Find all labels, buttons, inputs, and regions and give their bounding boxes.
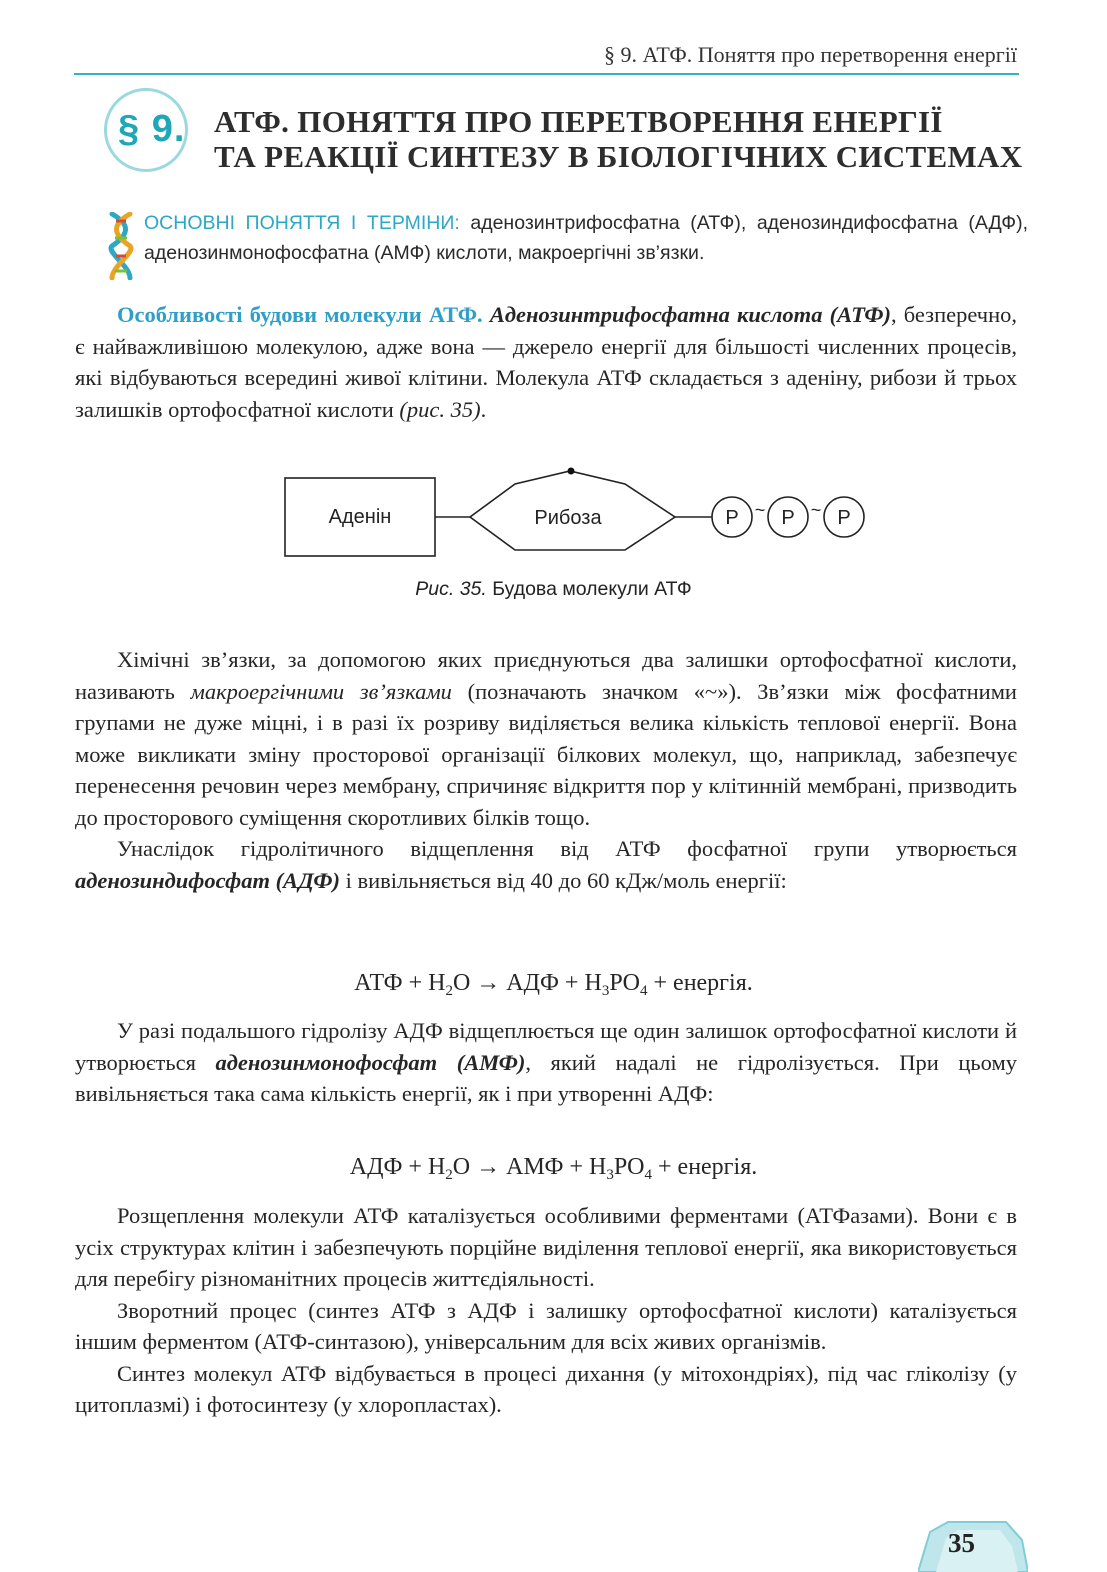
figure-caption [0,578,1107,601]
intro-term: Аденозинтрифосфатна кислота (АТФ) [489,302,891,327]
section-title-line-2: ТА РЕАКЦІЇ СИНТЕЗУ В БІОЛОГІЧНИХ СИСТЕМАХ [214,139,1023,174]
eq1-part-c: PO [609,970,640,996]
bonds-text-a: Хімічні зв’язки, за допомогою яких приєднуються два залишки ортофосфатної кислоти, називають [75,647,1017,704]
running-head: § 9. АТФ. Поняття про перетворення енергії [603,42,1017,67]
header-rule [74,73,1019,75]
intro-figure-ref: (рис. 35) [399,396,481,422]
bonds-paragraph [75,644,1017,896]
dna-icon [108,212,134,280]
section-number: § 9. [118,108,186,150]
amp-text-b: , який надалі не гідролізується. При цьому вивільняється така сама кількість енергії, як і при утворенні АДФ: [75,1049,1017,1106]
eq2-sub-3: 4 [644,1167,652,1183]
section-title [214,104,1022,174]
amp-paragraph [75,1015,1017,1110]
amp-text-a: У разі подальшого гідролізу АДФ відщеплюється ще один залишок ортофосфатної кислоти й утворюється [75,1018,1017,1075]
page-number: 35 [948,1528,975,1558]
figure-caption-text: Будова молекули АТФ [486,578,692,600]
bonds-text-b: (позначають значком «~»). Зв’язки між фосфатними групами не дуже міцні, і в разі їх розриву виділяється велика кількість теплової енергії. Вона може викликати зміну просторової організації білкових молекул, що, наприклад, забезпечує перенесення речовин через мембрану, спричиняє відкриття пор у клітинній мембрані, призводить до просторового суміщення скоротливих білків тощо. [75,678,1017,830]
key-terms-box [108,208,1028,268]
phosphate-2-label: P [781,507,795,529]
eq2-part-c: PO [613,1154,645,1180]
eq2-part-a: АДФ + H [349,1154,446,1180]
equation-atp-hydrolysis [0,970,1107,1000]
eq1-part-a: АТФ + H [354,970,446,996]
eq2-sub-2: 3 [606,1167,614,1183]
eq1-sub-2: 3 [601,983,610,999]
eq2-part-b: O → АМФ + H [452,1154,607,1180]
figure-caption-number: Рис. 35. [415,578,487,600]
intro-end: . [480,396,487,422]
adp-term: аденозиндифосфат (АДФ) [75,867,340,893]
eq2-part-d: + енергія. [652,1154,758,1180]
reverse-process-paragraph: Зворотний процес (синтез АТФ з АДФ і залишку ортофосфатної кислоти) каталізується іншим ферментом (АТФ-синтазою), універсальним для всіх живих організмів. [75,1297,1017,1354]
phosphate-3-label: P [837,507,851,529]
intro-lead: Особливості будови молекули АТФ. [117,302,483,327]
closing-paragraphs [75,1200,1017,1421]
eq2-sub-1: 2 [445,1167,453,1183]
section-badge [104,88,194,174]
intro-paragraph [75,299,1017,425]
synthesis-paragraph: Синтез молекул АТФ відбувається в процесі дихання (у мітохондріях), під час гліколізу (у цитоплазмі) і фотосинтезу (у хлоропластах). [75,1360,1017,1417]
eq1-part-d: + енергія. [647,970,753,996]
amp-term: аденозинмонофосфат (АМФ) [215,1049,526,1075]
adp-text-a: Унаслідок гідролітичного відщеплення від АТФ фосфатної групи утворюється [117,836,1017,861]
key-terms-label: ОСНОВНІ ПОНЯТТЯ І ТЕРМІНИ: [144,212,460,234]
equation-adp-hydrolysis [0,1154,1107,1184]
phosphate-1-label: P [725,507,739,529]
eq1-sub-1: 2 [445,983,453,999]
eq1-sub-3: 4 [640,983,648,999]
intro-text: , безперечно, є найважливішою молекулою, адже вона — джерело енергії для більшості численних процесів, які відбуваються всередині живої клітини. Молекула АТФ складається з аденіну, рибози й трьох залишків ортофосфатної кислоти [75,302,1018,422]
atpase-paragraph: Розщеплення молекули АТФ каталізується особливими ферментами (АТФазами). Вони є в усіх структурах клітин і забезпечують порційне виділення теплової енергії, яка використовується для перебігу різноманітних процесів життєдіяльності. [75,1203,1017,1291]
section-title-line-1: АТФ. ПОНЯТТЯ ПРО ПЕРЕТВОРЕННЯ ЕНЕРГІЇ [214,104,943,139]
key-terms-text [144,208,1028,268]
macroergic-bond-2: ~ [810,500,822,520]
ribose-label: Рибоза [534,507,602,529]
bonds-term: макроергічними зв’язками [190,678,452,704]
macroergic-bond-1: ~ [754,500,766,520]
eq1-part-b: O → АДФ + H [452,970,602,996]
ribose-oxygen-dot [568,468,575,475]
adp-text-b: і вивільняється від 40 до 60 кДж/моль енергії: [339,867,787,893]
adenine-label: Аденін [328,506,392,528]
key-terms-list: аденозинтрифосфатна (АТФ), аденозиндифосфатна (АДФ), аденозинмонофосфатна (АМФ) кислоти, макроергічні зв’язки. [144,212,1029,264]
